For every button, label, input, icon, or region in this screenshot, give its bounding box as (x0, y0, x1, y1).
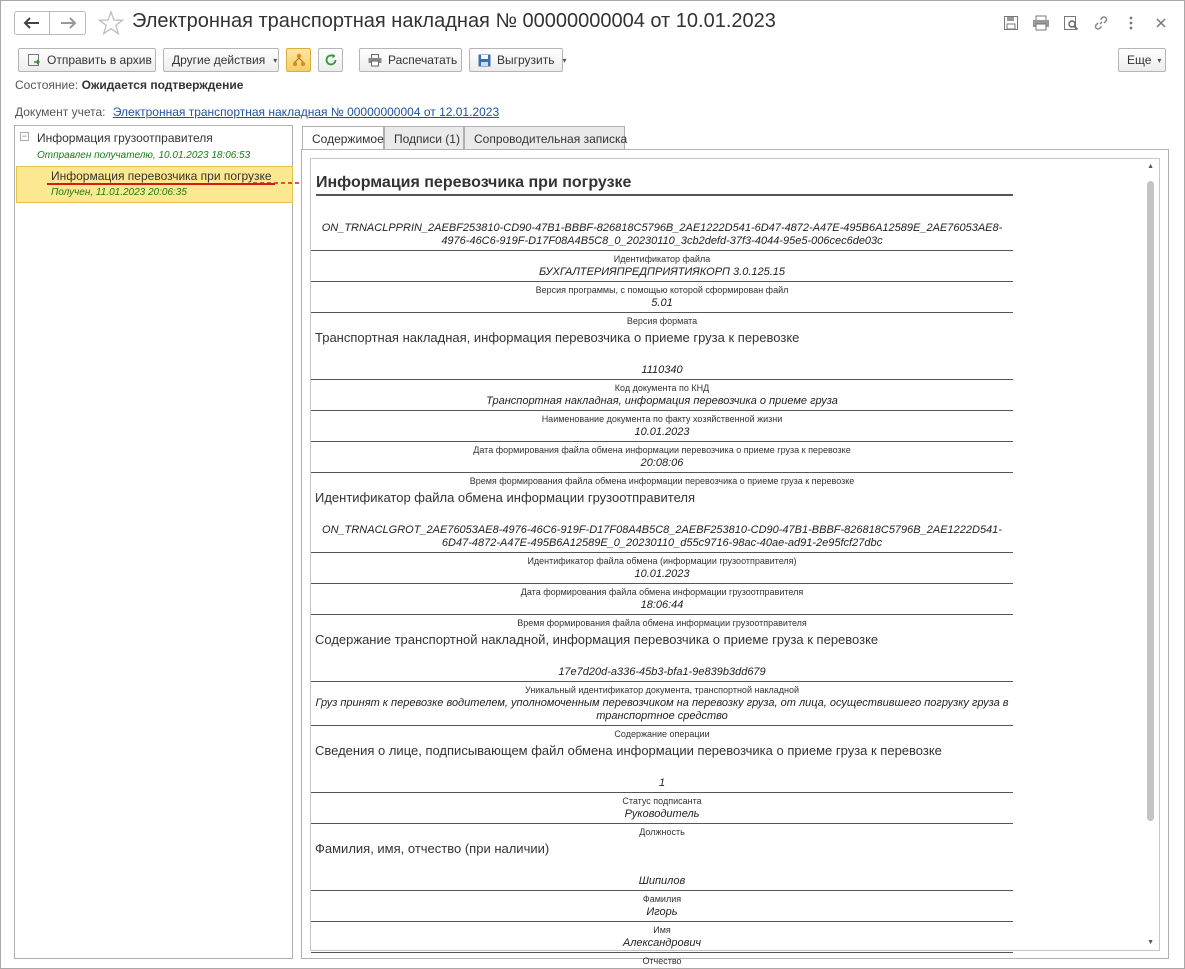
close-icon[interactable] (1150, 12, 1172, 34)
document-row (311, 523, 1013, 567)
accounting-document-line (15, 105, 499, 119)
document-row (311, 487, 1013, 523)
export-button[interactable] (469, 48, 567, 72)
field-value: 20:08:06 (640, 457, 684, 469)
field-caption: Время формирования файла обмена информации перевозчика о приеме груза к перевозке (311, 472, 1013, 487)
accounting-document-label: Документ учета: (15, 105, 106, 119)
field-caption: Имя (311, 921, 1013, 936)
field-value: 18:06:44 (640, 599, 684, 611)
field-value: ON_TRNACLPPRIN_2AEBF253810-CD90-47B1-BBBF-826818C5796B_2AE1222D541-6D47-4872-A47E-495B6A12589E_2AE76053AE8-4976-46C6-919F-D17F08A4B5C8_0_20230110_3cb2defd-37f3-4044-95e5-006cec6de03c (321, 222, 1003, 247)
refresh-button[interactable] (318, 48, 343, 72)
document-row (311, 629, 1013, 665)
print-label: Распечатать (388, 53, 458, 67)
archive-icon (27, 53, 41, 67)
section-spacer (311, 509, 1013, 523)
field-value: Руководитель (624, 808, 700, 820)
send-to-archive-button[interactable] (18, 48, 156, 72)
arrow-left-icon (24, 17, 40, 29)
print-icon[interactable] (1030, 12, 1052, 34)
floppy-icon (478, 54, 491, 67)
field-value: Груз принят к перевозке водителем, уполномоченным перевозчиком на перевозку груза, от лица, осуществившего погрузку груза в транспортное средство (315, 697, 1009, 722)
tree-item-shipper-status: Отправлен получателю, 10.01.2023 18:06:53 (37, 150, 251, 161)
document-row (311, 807, 1013, 838)
field-caption: Отчество (311, 952, 1013, 967)
hierarchy-icon (292, 53, 306, 67)
tree-item-carrier-status: Получен, 11.01.2023 20:06:35 (51, 187, 187, 198)
document-row (311, 456, 1013, 487)
section-spacer (311, 860, 1013, 874)
field-caption: Содержание операции (311, 725, 1013, 740)
accounting-document-link[interactable]: Электронная транспортная накладная № 00000000004 от 12.01.2023 (112, 105, 500, 119)
document-row (311, 567, 1013, 598)
field-value: 10.01.2023 (634, 568, 690, 580)
more-label: Еще (1127, 53, 1152, 67)
more-button[interactable] (1118, 48, 1166, 72)
page-title: Электронная транспортная накладная № 00000000004 от 10.01.2023 (132, 10, 776, 32)
document-row (311, 776, 1013, 807)
content-panel (301, 149, 1169, 966)
field-value: 10.01.2023 (634, 426, 690, 438)
field-caption: Уникальный идентификатор документа, транспортной накладной (311, 681, 1013, 696)
tab-cover-note[interactable]: Сопроводительная записка (464, 126, 625, 150)
dropdown-arrow-icon: ▾ (273, 55, 278, 65)
print-button[interactable] (359, 48, 462, 72)
annotation-underline (47, 183, 275, 185)
document-row (311, 665, 1013, 696)
field-caption: Идентификатор файла (311, 250, 1013, 265)
document-row (311, 936, 1013, 967)
field-value: 1110340 (641, 364, 683, 376)
section-spacer (311, 762, 1013, 776)
field-caption: Код документа по КНД (311, 379, 1013, 394)
save-icon[interactable] (1000, 12, 1022, 34)
document-row (311, 696, 1013, 740)
dropdown-arrow-icon: ▾ (1157, 55, 1162, 65)
send-to-archive-label: Отправить в архив (47, 53, 152, 67)
preview-icon[interactable] (1060, 12, 1082, 34)
field-caption: Статус подписанта (311, 792, 1013, 807)
field-value: Транспортная накладная, информация перевозчика о приеме груза (486, 395, 838, 407)
favorite-star-icon[interactable] (98, 10, 124, 36)
document-row (311, 905, 1013, 936)
field-value: Шипилов (638, 875, 686, 887)
document-row (311, 221, 1013, 265)
section-spacer (311, 349, 1013, 363)
field-value: 17e7d20d-a336-45b3-bfa1-9e839b3dd679 (558, 666, 766, 678)
field-value: 5.01 (651, 297, 673, 309)
field-caption: Дата формирования файла обмена информации грузоотправителя (311, 583, 1013, 598)
structure-button[interactable] (286, 48, 311, 72)
forward-button[interactable] (50, 11, 86, 35)
field-value: Игорь (646, 906, 678, 918)
collapse-toggle-icon[interactable]: − (21, 131, 28, 141)
field-caption: Дата формирования файла обмена информации перевозчика о приеме груза к перевозке (311, 441, 1013, 456)
field-caption: Версия программы, с помощью которой сформирован файл (311, 281, 1013, 296)
vertical-scrollbar[interactable] (1144, 159, 1158, 950)
document-row (311, 363, 1013, 394)
field-caption: Должность (311, 823, 1013, 838)
export-label: Выгрузить (497, 53, 555, 67)
document-rows (311, 221, 1013, 967)
status-line (15, 78, 243, 92)
field-caption: Идентификатор файла обмена (информации грузоотправителя) (311, 552, 1013, 567)
section-heading: Сведения о лице, подписывающем файл обмена информации перевозчика о приеме груза к перевозке (315, 743, 942, 758)
field-value: БУХГАЛТЕРИЯПРЕДПРИЯТИЯКОРП 3.0.125.15 (538, 266, 786, 278)
document-tree (14, 125, 293, 959)
document-row (311, 394, 1013, 425)
printer-icon (368, 54, 382, 67)
status-value: Ожидается подтверждение (81, 78, 244, 92)
document-row (311, 838, 1013, 874)
toolbar (1, 48, 1184, 74)
title-bar (1, 1, 1184, 45)
document-title: Информация перевозчика при погрузке (316, 174, 1013, 196)
document-row (311, 740, 1013, 776)
arrow-right-icon (60, 17, 76, 29)
field-caption: Время формирования файла обмена информации грузоотправителя (311, 614, 1013, 629)
document-view (310, 158, 1160, 966)
document-row (311, 598, 1013, 629)
other-actions-button[interactable] (163, 48, 279, 72)
field-caption: Версия формата (311, 312, 1013, 327)
field-caption: Фамилия (311, 890, 1013, 905)
tree-item-shipper-info[interactable]: Информация грузоотправителя (37, 131, 213, 145)
more-vertical-icon[interactable] (1120, 12, 1142, 34)
scrollbar-thumb[interactable] (1147, 181, 1154, 821)
field-value: ON_TRNACLGROT_2AE76053AE8-4976-46C6-919F-D17F08A4B5C8_2AEBF253810-CD90-47B1-BBBF-826818C5796B_2AE1222D541-6D47-4872-A47E-495B6A12589E_0_20230110_d55c9716-98ac-40ae-ad91-2e95fcf27dbc (322, 524, 1002, 549)
other-actions-label: Другие действия (172, 53, 266, 67)
field-value: Александрович (622, 937, 702, 949)
title-actions (1000, 12, 1172, 34)
section-spacer (311, 651, 1013, 665)
document-row (311, 296, 1013, 327)
tab-contents[interactable]: Содержимое (302, 126, 384, 151)
section-heading: Идентификатор файла обмена информации грузоотправителя (315, 490, 696, 505)
field-caption: Наименование документа по факту хозяйственной жизни (311, 410, 1013, 425)
scroll-up-icon[interactable]: ▲ (1147, 163, 1154, 170)
section-heading: Содержание транспортной накладной, информация перевозчика о приеме груза к перевозке (315, 632, 879, 647)
document-row (311, 327, 1013, 363)
document-row (311, 265, 1013, 296)
refresh-icon (324, 53, 338, 67)
link-icon[interactable] (1090, 12, 1112, 34)
document-row (311, 425, 1013, 456)
back-button[interactable] (14, 11, 50, 35)
dropdown-arrow-icon: ▾ (562, 55, 567, 65)
tab-signatures[interactable]: Подписи (1) (384, 126, 464, 150)
scroll-down-icon[interactable]: ▼ (1147, 939, 1154, 946)
document-row (311, 874, 1013, 905)
tree-item-carrier-info[interactable]: Информация перевозчика при погрузке (51, 169, 272, 183)
section-heading: Фамилия, имя, отчество (при наличии) (315, 841, 550, 856)
section-heading: Транспортная накладная, информация перевозчика о приеме груза к перевозке (315, 330, 800, 345)
status-label: Состояние: (15, 78, 79, 92)
field-value: 1 (658, 777, 666, 789)
